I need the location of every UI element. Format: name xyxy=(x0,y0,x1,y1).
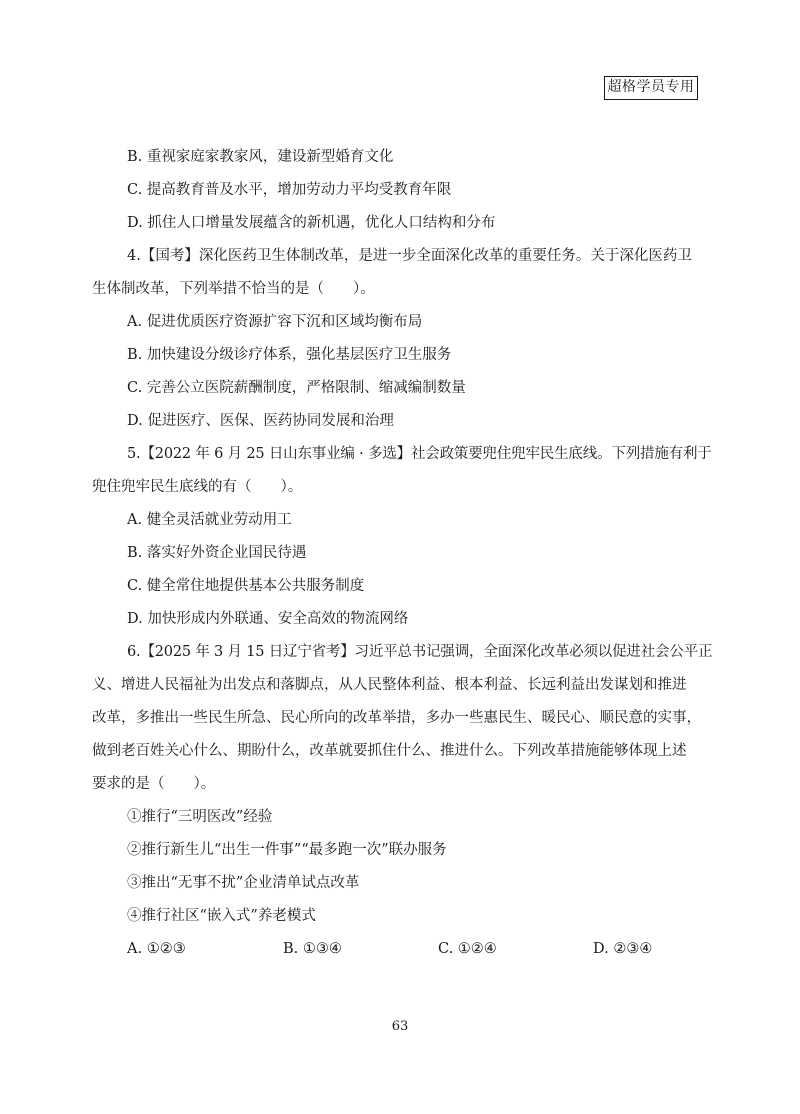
q6-stem-line4: 做到老百姓关心什么、期盼什么，改革就要抓住什么、推进什么。下列改革措施能够体现上述 xyxy=(92,743,687,759)
q5-option-a: A. 健全灵活就业劳动用工 xyxy=(127,512,292,528)
q4-option-c: C. 完善公立医院薪酬制度，严格限制、缩减编制数量 xyxy=(127,380,466,396)
q6-stem-line2: 义、增进人民福祉为出发点和落脚点，从人民整体利益、根本利益、长远利益出发谋划和推进 xyxy=(92,677,687,693)
q4-option-a: A. 促进优质医疗资源扩容下沉和区域均衡布局 xyxy=(127,314,423,330)
student-only-badge: 超格学员专用 xyxy=(604,76,698,100)
q6-stem-line5: 要求的是（ ）。 xyxy=(92,776,216,792)
q6-item-4: ④推行社区“嵌入式”养老模式 xyxy=(127,908,316,924)
q6-option-a: A. ①②③ xyxy=(127,941,186,957)
q6-stem-line1: 6.【2025 年 3 月 15 日辽宁省考】习近平总书记强调，全面深化改革必须以促进社会公平正 xyxy=(127,644,713,660)
q4-stem-line1: 4.【国考】深化医药卫生体制改革，是进一步全面深化改革的重要任务。关于深化医药卫 xyxy=(127,248,692,264)
q4-stem-line2: 生体制改革，下列举措不恰当的是（ ）。 xyxy=(92,281,375,297)
q5-option-c: C. 健全常住地提供基本公共服务制度 xyxy=(127,578,365,594)
q6-option-c: C. ①②④ xyxy=(438,941,497,957)
q3-option-b: B. 重视家庭家教家风，建设新型婚育文化 xyxy=(127,149,394,165)
q6-item-2: ②推行新生儿“出生一件事”“最多跑一次”联办服务 xyxy=(127,842,447,858)
q3-option-d: D. 抓住人口增量发展蕴含的新机遇，优化人口结构和分布 xyxy=(127,215,496,231)
q5-option-d: D. 加快形成内外联通、安全高效的物流网络 xyxy=(127,611,409,627)
q6-item-3: ③推出“无事不扰”企业清单试点改革 xyxy=(127,875,360,891)
q6-item-1: ①推行“三明医改”经验 xyxy=(127,809,273,825)
q4-option-b: B. 加快建设分级诊疗体系，强化基层医疗卫生服务 xyxy=(127,347,452,363)
q5-stem-line2: 兜住兜牢民生底线的有（ ）。 xyxy=(92,479,303,495)
page-number: 63 xyxy=(391,1019,409,1034)
q5-option-b: B. 落实好外资企业国民待遇 xyxy=(127,545,307,561)
q6-option-d: D. ②③④ xyxy=(593,941,653,957)
q3-option-c: C. 提高教育普及水平，增加劳动力平均受教育年限 xyxy=(127,182,452,198)
q6-stem-line3: 改革，多推出一些民生所急、民心所向的改革举措，多办一些惠民生、暖民心、顺民意的实事， xyxy=(92,710,701,726)
q5-stem-line1: 5.【2022 年 6 月 25 日山东事业编 · 多选】社会政策要兜住兜牢民生底线。下列措施有利于 xyxy=(127,446,712,462)
q6-option-b: B. ①③④ xyxy=(283,941,342,957)
q4-option-d: D. 促进医疗、医保、医药协同发展和治理 xyxy=(127,413,394,429)
